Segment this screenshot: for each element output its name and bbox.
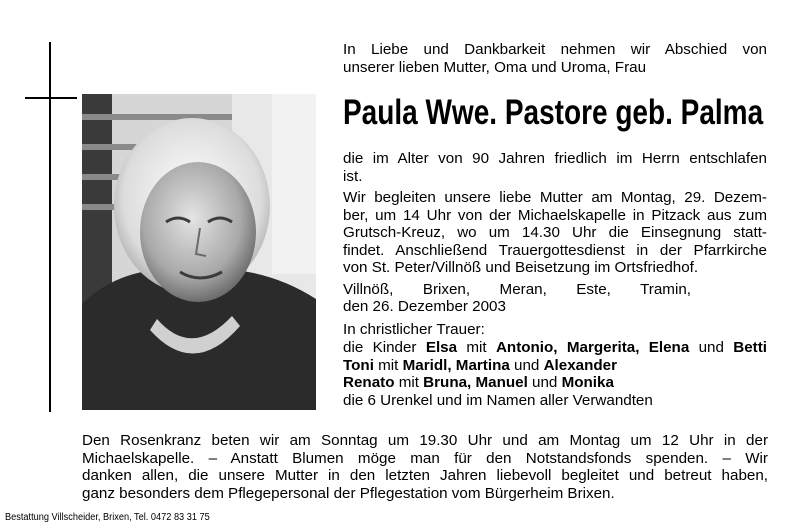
mourners-line xyxy=(343,357,617,374)
intro-line: In Liebe und Dankbarkeit nehmen wir Abschied von xyxy=(343,41,767,58)
text: mit xyxy=(394,374,424,391)
mourner-name: Renato xyxy=(343,374,395,391)
mourner-name: Betti xyxy=(733,339,768,356)
deceased-name: Paula Wwe. Pastore geb. Palma xyxy=(343,93,764,132)
mourner-name: Toni xyxy=(343,357,374,374)
text: und xyxy=(509,357,544,374)
mourners-line xyxy=(343,374,614,391)
mourners-heading: In christlicher Trauer: xyxy=(343,321,485,338)
mourner-name: Monika xyxy=(561,374,614,391)
rosary-line: danken allen, die unsere Mutter in den letzten Jahren liebevoll begleitet und betreut haben, xyxy=(82,467,768,484)
mourner-names: Maridl, Martina xyxy=(402,357,510,374)
funeral-home-footer: Bestattung Villscheider, Brixen, Tel. 0472 83 31 75 xyxy=(5,512,210,523)
mourners-line xyxy=(343,339,767,356)
funeral-line: ber, um 14 Uhr von der Michaelskapelle in Pitzack aus zum xyxy=(343,207,767,224)
death-notice-line: ist. xyxy=(343,168,363,185)
funeral-line: Wir begleiten unsere liebe Mutter am Montag, 29. Dezem- xyxy=(343,189,767,206)
cross-icon-bar xyxy=(25,97,77,99)
intro-line: unserer lieben Mutter, Oma und Uroma, Frau xyxy=(343,59,647,76)
mourner-names: Bruna, Manuel xyxy=(423,374,528,391)
places: Villnöß, Brixen, Meran, Este, Tramin, xyxy=(343,281,691,298)
mourners-line: die 6 Urenkel und im Namen aller Verwandten xyxy=(343,392,653,409)
rosary-line: Den Rosenkranz beten wir am Sonntag um 19.30 Uhr und am Montag um 12 Uhr in der xyxy=(82,432,768,449)
rosary-line: ganz besonders dem Pflegepersonal der Pflegestation vom Bürgerheim Brixen. xyxy=(82,485,615,502)
mourner-name: Elsa xyxy=(425,339,458,356)
text: die Kinder xyxy=(343,339,426,356)
mourner-name: Alexander xyxy=(543,357,618,374)
rosary-line: Michaelskapelle. – Anstatt Blumen möge man für den Notstandsfonds spenden. – Wir xyxy=(82,450,768,467)
death-notice-line: die im Alter von 90 Jahren friedlich im Herrn entschlafen xyxy=(343,150,767,167)
mourner-names: Antonio, Margerita, Elena xyxy=(495,339,690,356)
text: und xyxy=(527,374,562,391)
funeral-line: findet. Anschließend Trauergottesdienst in der Pfarrkirche xyxy=(343,242,767,259)
portrait-photo xyxy=(82,94,316,410)
text: mit xyxy=(457,339,496,356)
text: und xyxy=(689,339,734,356)
date: den 26. Dezember 2003 xyxy=(343,298,506,315)
funeral-line: von St. Peter/Villnöß und Beisetzung im Ortsfriedhof. xyxy=(343,259,699,276)
text: mit xyxy=(373,357,403,374)
funeral-line: Grutsch-Kreuz, wo um 14.30 Uhr die Einsegnung statt- xyxy=(343,224,767,241)
